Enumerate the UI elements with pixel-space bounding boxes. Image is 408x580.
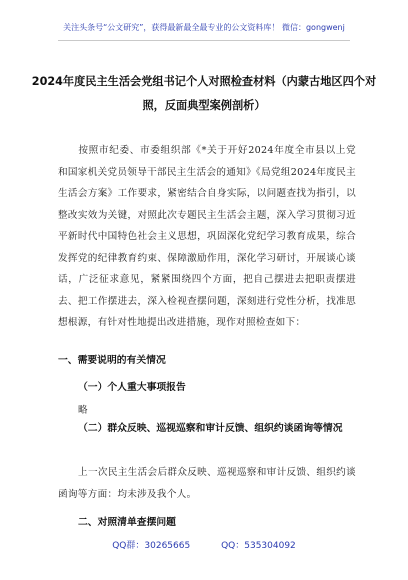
footer-qq-group: QQ群：30265665 (112, 541, 191, 551)
section-heading-1: 一、需要说明的有关情况 (58, 355, 166, 366)
section-heading-2: 二、对照清单查摆问题 (78, 517, 176, 528)
document-title: 2024年度民主生活会党组书记个人对照检查材料（内蒙古地区四个对照，反面典型案例剖析） (31, 75, 377, 112)
footer-qq: QQ：535304092 (221, 541, 296, 551)
footer-contact (0, 538, 408, 551)
header-banner: 关注头条号“公文研究”，获得最新最全最专业的公文资料库！ 微信：gongwenj (63, 23, 345, 32)
subsection-2-paragraph (58, 462, 356, 505)
subsection-heading-2: （二）群众反映、巡视巡察和审计反馈、组织约谈函询等情况 (78, 423, 343, 434)
subsection-heading-1: （一）个人重大事项报告 (78, 382, 186, 393)
intro-paragraph (58, 140, 356, 334)
header-divider (58, 40, 350, 41)
intro-text: 按照市纪委、市委组织部《*关于开好2024年度全市县以上党和国家机关党员领导干部民主生活会的通知》《局党组2024年度民主生活会方案》工作要求，紧密结合自身实际，以问题查找为指引，以整改实效为关键，对照此次专题民主生活会主题，深入学习贯彻习近平新时代中国特色社会主义思想，巩固深化党纪学习教育成果，综合发挥党的纪律教育约束、保障激励作用，深化学习研讨，开展谈心谈话，广泛征求意见，紧紧围绕四个方面，把自己摆进去把职责摆进去、把工作摆进去，深入检视查摆问题，深刻进行党性分析，找准思想根源，有针对性地提出改进措施，现作对照检查如下： (58, 145, 356, 328)
subsection-2-text: 上一次民主生活会后群众反映、巡视巡察和审计反馈、组织约谈函询等方面：均未涉及我个人。 (58, 467, 356, 500)
subsection-1-body: 略 (78, 405, 88, 416)
